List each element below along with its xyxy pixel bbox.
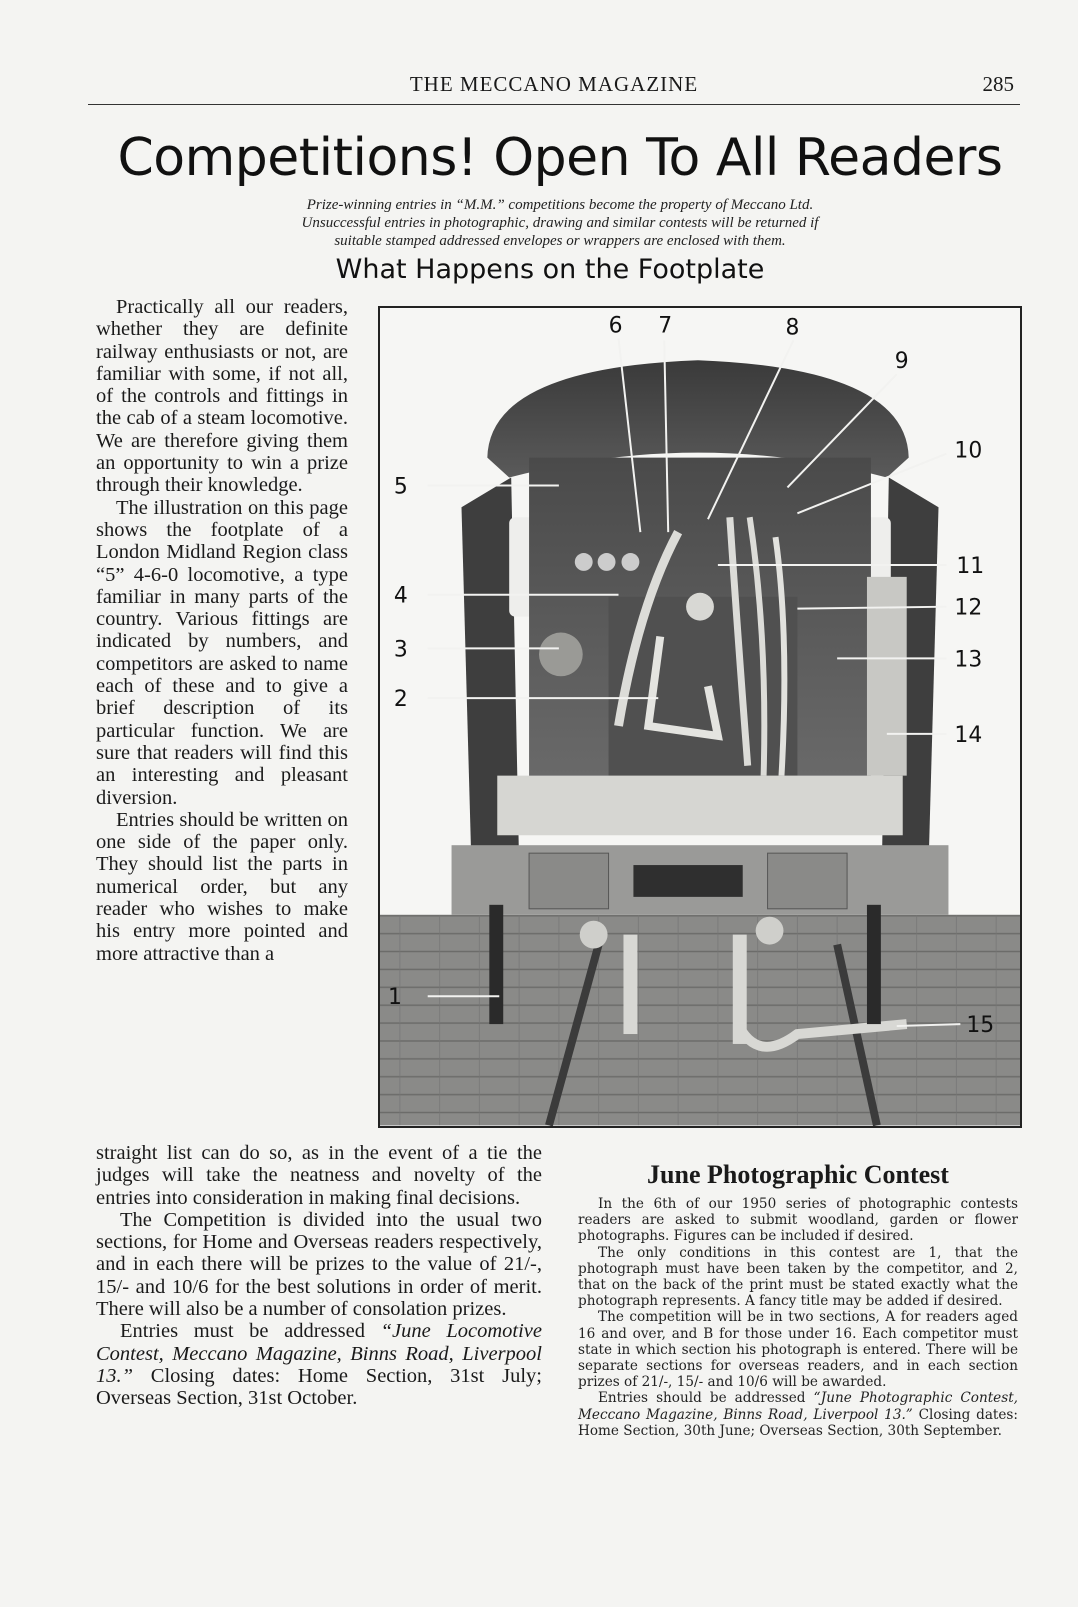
running-header <box>88 70 1020 105</box>
figure-label: 13 <box>954 647 983 673</box>
footplate-article-continued <box>96 1142 542 1410</box>
entry-address: “June Locomotive Contest, Meccano Magazine, Binns Road, Liverpool 13.” <box>96 1320 542 1387</box>
competition-rules-note <box>180 196 940 250</box>
article-paragraph: The Competition is divided into the usual two sections, for Home and Overseas readers respectively, and in each there will be prizes to the value of 21/-, 15/- and 10/6 for the best solutions in order of merit. There will also be a number of consolation prizes. <box>96 1208 542 1321</box>
figure-label: 10 <box>954 438 983 464</box>
subnote-line: suitable stamped addressed envelopes or wrappers are enclosed with them. <box>334 233 786 249</box>
address-lead: Entries should be addressed <box>598 1390 814 1407</box>
magazine-name: THE MECCANO MAGAZINE <box>409 72 699 96</box>
entry-address: “June Photographic Contest, Meccano Magazine, Binns Road, Liverpool 13.” <box>578 1390 1018 1423</box>
figure-label: 2 <box>393 687 408 713</box>
figure-label: 3 <box>393 637 408 663</box>
figure-label: 12 <box>954 595 983 621</box>
article-paragraph <box>578 1390 1018 1439</box>
locomotive-footplate-illustration <box>378 306 1022 1128</box>
closing-dates: Closing dates: Home Section, 30th June; Overseas Section, 30th September. <box>578 1406 1018 1439</box>
article-paragraph: Practically all our readers, whether they are definite railway enthusiasts or not, are familiar with some, if not all, of the controls and fittings in the cab of a steam locomotive. We are therefore giving them an opportunity to win a prize through their knowledge. <box>96 296 348 497</box>
figure-label: 15 <box>966 1013 995 1039</box>
figure-label: 1 <box>387 985 402 1011</box>
figure-label: 4 <box>393 583 408 609</box>
article-paragraph: In the 6th of our 1950 series of photographic contests readers are asked to submit woodland, garden or flower photographs. Figures can be included if desired. <box>578 1196 1018 1245</box>
article-paragraph: straight list can do so, as in the event of a tie the judges will take the neatness and novelty of the entries into consideration in making final decisions. <box>96 1142 542 1209</box>
article-paragraph: The competition will be in two sections, A for readers aged 16 and over, and B for those under 16. Each competitor must state in which section his photograph is entered. There will be separate sections for overseas readers, and in each section prizes of 21/-, 15/- and 10/6 will be awarded. <box>578 1309 1018 1391</box>
figure-label: 14 <box>954 722 983 748</box>
address-lead: Entries must be addressed <box>120 1320 381 1343</box>
figure-label: 8 <box>785 315 800 341</box>
closing-dates: Closing dates: Home Section, 31st July; Overseas Section, 31st October. <box>96 1364 542 1410</box>
article-paragraph <box>96 1320 542 1409</box>
subnote-line: Unsuccessful entries in photographic, drawing and similar contests will be returned if <box>301 215 819 231</box>
article-paragraph: Entries should be written on one side of the paper only. They should list the parts in numerical order, but any reader who wishes to make his entry more pointed and more attractive than a <box>96 808 348 965</box>
figure-label: 6 <box>608 313 623 339</box>
footplate-article-column <box>96 296 348 965</box>
page-number: 285 <box>982 72 1014 96</box>
figure-label: 5 <box>393 474 408 500</box>
june-contest-heading: June Photographic Contest <box>647 1160 949 1189</box>
article-paragraph: The illustration on this page shows the footplate of a London Midland Region class “5” 4-6-0 locomotive, a type familiar in many parts of the country. Various fittings are indicated by numbers, and competitors are asked to name each of these and to give a brief description of its particular function. We are sure that readers will find this an interesting and pleasant diversion. <box>96 496 348 809</box>
figure-label: 9 <box>894 349 909 375</box>
june-contest-column <box>578 1196 1018 1439</box>
subnote-line: Prize-winning entries in “M.M.” competitions become the property of Meccano Ltd. <box>306 197 814 213</box>
figure-label: 11 <box>956 553 985 579</box>
article-paragraph: The only conditions in this contest are 1, that the photograph must have been taken by the competitor, and 2, that on the back of the print must be stated exactly what the photograph represents. A fancy title may be added if desired. <box>578 1244 1018 1310</box>
figure-label: 7 <box>658 313 673 339</box>
footplate-heading: What Happens on the Footplate <box>335 254 765 285</box>
page-title: Competitions! Open To All Readers <box>117 128 1003 188</box>
